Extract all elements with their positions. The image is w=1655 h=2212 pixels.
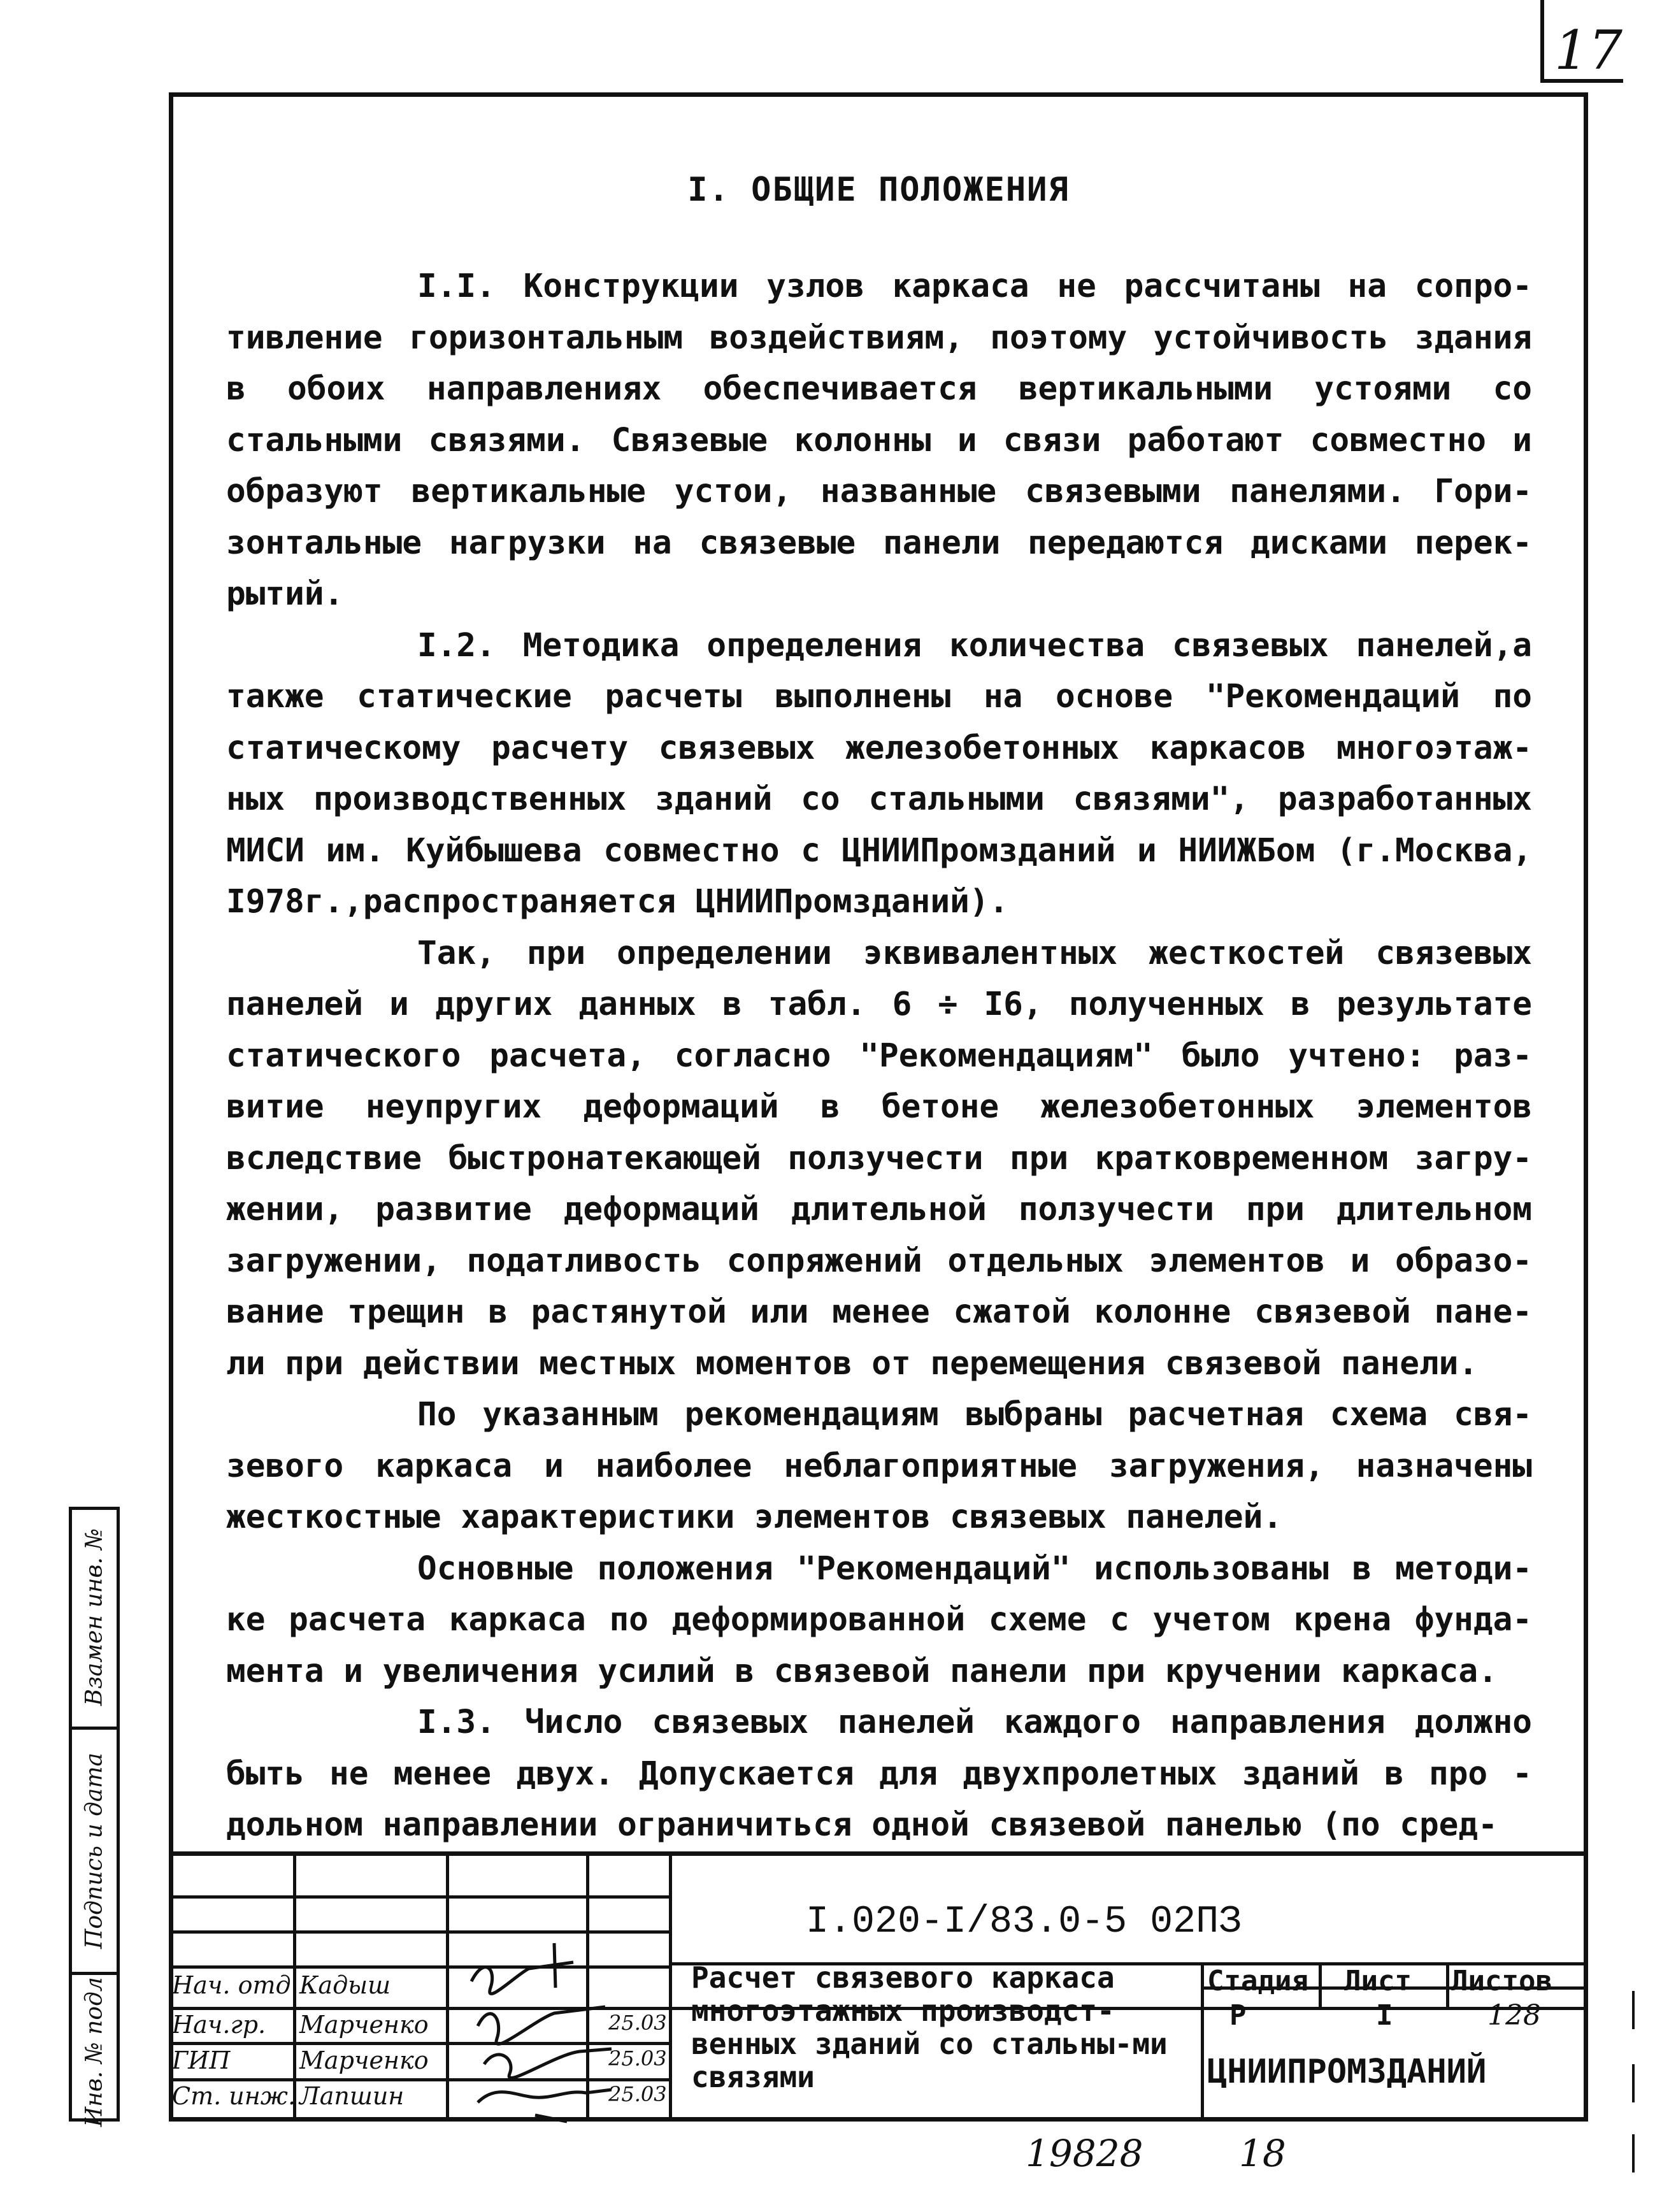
edge-tick — [1632, 2134, 1635, 2172]
paragraph-main-provisions: Основные положения "Рекомендаций" использованы в методи-ке расчета каркаса по деформированной схеме с учетом крена фунда-мента и увеличения усилий в связевой панели при кручении каркаса. — [226, 1549, 1532, 1690]
grid-line — [169, 1895, 669, 1899]
document-title: Расчет связевого каркаса многоэтажных производст-венных зданий со стальны-ми связями — [691, 1960, 1168, 2094]
side-label-replace: Взамен инв. № — [81, 1528, 108, 1706]
side-label-signature: Подпись и дата — [81, 1753, 108, 1949]
paragraph-1-1: I.I. Конструкции узлов каркаса не рассчитаны на сопро-тивление горизонтальным воздействиям, поэтому устойчивость здания в обоих направлениях обеспечивается вертикальными устоями со стальными связями. Связевые колонны и связи работают совместно и образуют вертикальные устои, названные связевыми панелями. Гори-зонтальные нагрузки на связевые панели передаются дисками перек-рытий. — [226, 268, 1532, 613]
document-code: I.020-I/83.0-5 02ПЗ — [806, 1900, 1242, 1944]
signer-role: Ст. инж. — [172, 2082, 296, 2110]
body-text — [226, 261, 1532, 1851]
side-cell-inventory — [69, 1969, 120, 2127]
edge-tick — [1632, 1991, 1635, 2029]
paragraph-1-3: I.3. Число связевых панелей каждого направления должно быть не менее двух. Допускается для двухпролетных зданий в про - дольном направлении ограничиться одной связевой панелью (по сред- — [226, 1704, 1532, 1844]
section-title: I. ОБЩИЕ ПОЛОЖЕНИЯ — [687, 171, 1070, 209]
signer-date: 25.03 — [608, 2082, 667, 2106]
handwritten-signatures — [459, 1930, 669, 2134]
side-cell-replace — [69, 1507, 120, 1730]
paragraph-so: Так, при определении эквивалентных жесткостей связевых панелей и других данных в табл. 6 ÷ I6, полученных в результате статического расчета, согласно "Рекомендациям" было учтено: раз-витие неупругих деформаций в бетоне железобетонных элементов вследствие быстронатекающей ползучести при кратковременном загру-жении, развитие деформаций длительной ползучести при длительном загружении, податливость сопряжений отдельных элементов и образо-вание трещин в растянутой или менее сжатой колонне связевой пане-ли при действии местных моментов от перемещения связевой панели. — [226, 934, 1532, 1382]
sheet-value: I — [1376, 1999, 1393, 2032]
sheets-header: Листов — [1451, 1965, 1552, 1997]
paragraph-recommendations: По указанным рекомендациям выбраны расчетная схема свя-зевого каркаса и наиболее неблагоприятные загружения, назначены жесткостные характеристики элементов связевых панелей. — [226, 1396, 1532, 1536]
side-label-inventory: Инв. № подл. — [81, 1969, 108, 2127]
signer-date: 25.03 — [608, 2046, 667, 2071]
signer-name: Лапшин — [299, 2082, 405, 2110]
signer-name: Марченко — [299, 2046, 429, 2074]
signer-name: Кадыш — [299, 1971, 391, 1999]
corner-box-line — [1540, 0, 1544, 83]
signer-role: Нач. отд. — [172, 1971, 299, 1999]
side-cell-signature — [69, 1730, 120, 1975]
signer-role: ГИП — [172, 2046, 231, 2074]
edge-tick — [1632, 2064, 1635, 2102]
signer-name: Марченко — [299, 2011, 429, 2039]
signer-role: Нач.гр. — [172, 2011, 266, 2039]
stage-header: Стадия — [1207, 1965, 1308, 1997]
page-number: 17 — [1554, 19, 1623, 82]
footer-number-left: 19828 — [1026, 2132, 1143, 2175]
grid-line — [669, 1851, 672, 2122]
sheet-header: Лист — [1344, 1965, 1412, 1997]
paragraph-1-2: I.2. Методика определения количества связевых панелей,а также статические расчеты выполнены на основе "Рекомендаций по статическому расчету связевых железобетонных каркасов многоэтаж-ных производственных зданий со стальными связями", разработанных МИСИ им. Куйбышева совместно с ЦНИИПромзданий и НИИЖБом (г.Москва, I978г.,распространяется ЦНИИПромзданий). — [226, 626, 1532, 921]
signer-date: 25.03 — [608, 2011, 667, 2035]
grid-line — [1446, 1962, 1449, 2007]
stage-value: Р — [1229, 1999, 1247, 2032]
grid-line — [1319, 1962, 1322, 2007]
footer-number-right: 18 — [1239, 2132, 1286, 2175]
organization-name: ЦНИИПРОМЗДАНИЙ — [1207, 2053, 1487, 2091]
sheets-value: 128 — [1487, 1999, 1541, 2032]
